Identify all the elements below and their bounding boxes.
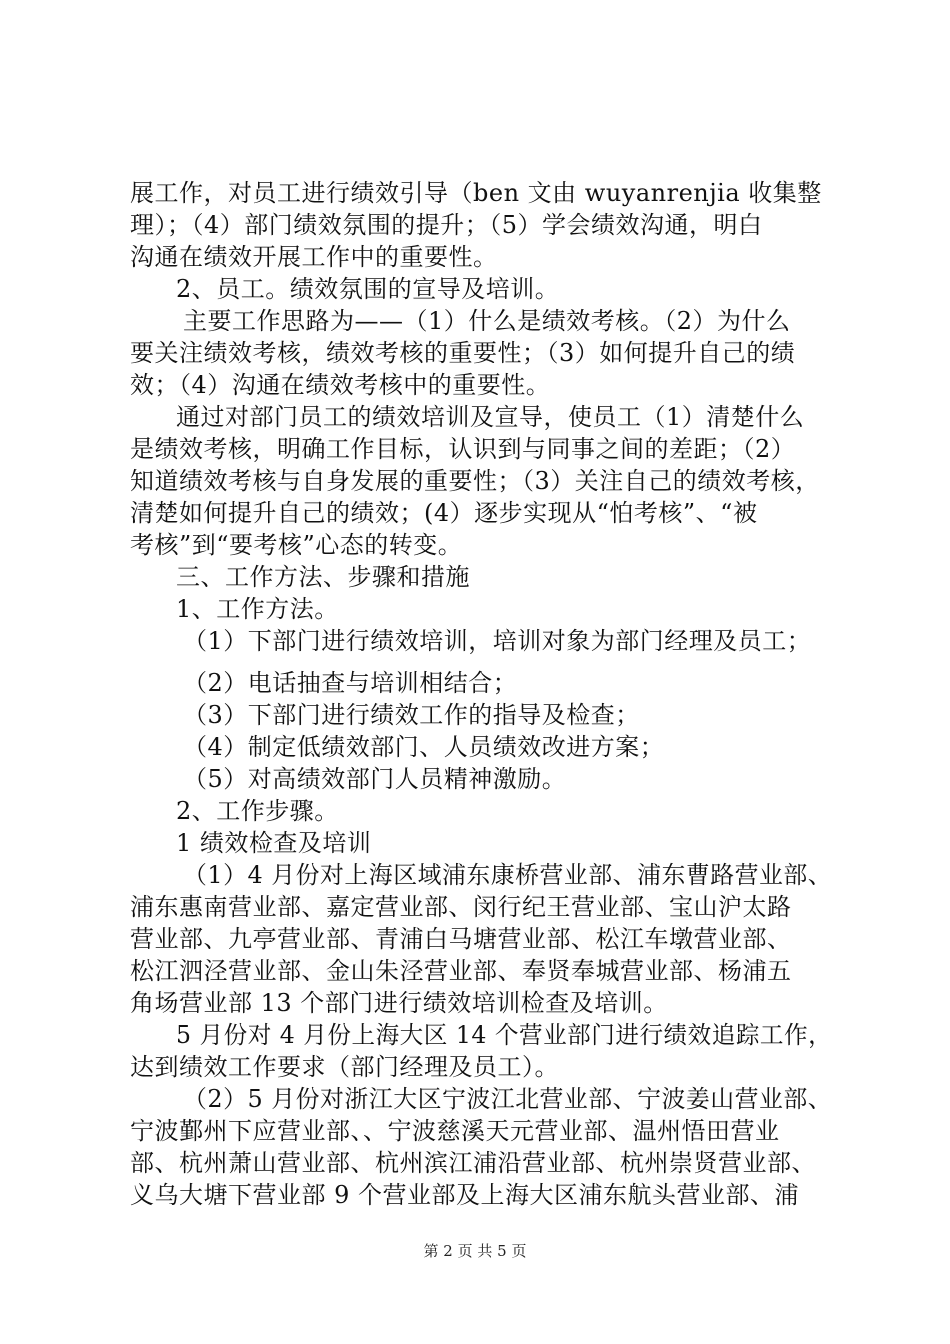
list-item: （2）电话抽查与培训相结合； (183, 669, 518, 697)
section-heading: 三、工作方法、步骤和措施 (176, 563, 470, 591)
list-item: （4）制定低绩效部门、人员绩效改进方案； (183, 733, 665, 761)
paragraph-line: 是绩效考核，明确工作目标，认识到与同事之间的差距；（2） (130, 435, 796, 463)
paragraph-line: 角场营业部 13 个部门进行绩效培训检查及培训。 (130, 989, 668, 1017)
paragraph-line: 义乌大塘下营业部 9 个营业部及上海大区浦东航头营业部、浦 (130, 1181, 800, 1209)
list-item: （5）对高绩效部门人员精神激励。 (183, 765, 567, 793)
paragraph-line: 宁波鄞州下应营业部、、宁波慈溪天元营业部、温州悟田营业 (130, 1117, 780, 1145)
paragraph-line: 考核”到“要考核”心态的转变。 (130, 531, 463, 559)
paragraph-line: 要关注绩效考核，绩效考核的重要性；（3）如何提升自己的绩 (130, 339, 796, 367)
subsection-heading: 1、工作方法。 (176, 595, 339, 623)
list-item: （3）下部门进行绩效工作的指导及检查； (183, 701, 640, 729)
paragraph-line: 展工作，对员工进行绩效引导（ben 文由 wuyanrenjia 收集整 (130, 179, 822, 207)
paragraph-line: 营业部、九亭营业部、青浦白马塘营业部、松江车墩营业部、 (130, 925, 792, 953)
paragraph-line: （2）5 月份对浙江大区宁波江北营业部、宁波姜山营业部、 (183, 1085, 833, 1113)
paragraph-line: 沟通在绩效开展工作中的重要性。 (130, 243, 498, 271)
paragraph-line: 效；（4）沟通在绩效考核中的重要性。 (130, 371, 551, 399)
paragraph-line: 通过对部门员工的绩效培训及宣导，使员工（1）清楚什么 (176, 403, 805, 431)
list-item: （1）下部门进行绩效培训，培训对象为部门经理及员工； (183, 627, 812, 655)
paragraph-line: 知道绩效考核与自身发展的重要性；（3）关注自己的绩效考核， (130, 467, 820, 495)
paragraph-line: 松江泗泾营业部、金山朱泾营业部、奉贤奉城营业部、杨浦五 (130, 957, 792, 985)
paragraph-line: （1）4 月份对上海区域浦东康桥营业部、浦东曹路营业部、 (183, 861, 833, 889)
paragraph-line: 5 月份对 4 月份上海大区 14 个营业部门进行绩效追踪工作， (176, 1021, 833, 1049)
paragraph-line: 清楚如何提升自己的绩效；(4）逐步实现从“怕考核”、“被 (130, 499, 758, 527)
paragraph-line: 2、员工。绩效氛围的宣导及培训。 (176, 275, 560, 303)
paragraph-line: 部、杭州萧山营业部、杭州滨江浦沿营业部、杭州崇贤营业部、 (130, 1149, 816, 1177)
paragraph-line: 理）；（4）部门绩效氛围的提升；（5）学会绩效沟通，明白 (130, 211, 763, 239)
paragraph-line: 浦东惠南营业部、嘉定营业部、闵行纪王营业部、宝山沪太路 (130, 893, 792, 921)
paragraph-line: 主要工作思路为——（1）什么是绩效考核。（2）为什么 (183, 307, 791, 335)
paragraph-line: 达到绩效工作要求（部门经理及员工）。 (130, 1053, 559, 1081)
subsection-heading: 2、工作步骤。 (176, 797, 339, 825)
page-number-footer: 第 2 页 共 5 页 (423, 1242, 527, 1260)
subsection-heading: 1 绩效检查及培训 (176, 829, 372, 857)
